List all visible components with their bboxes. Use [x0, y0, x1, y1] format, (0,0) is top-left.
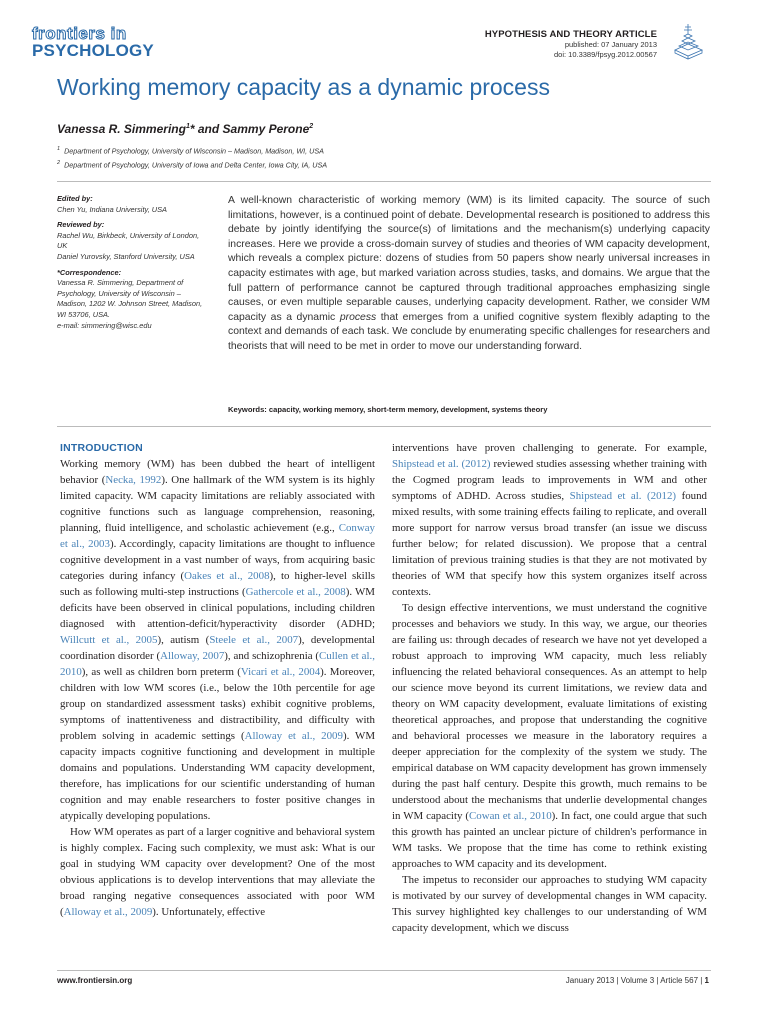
doi[interactable]: doi: 10.3389/fpsyg.2012.00567: [553, 50, 657, 59]
citation-link[interactable]: Willcutt et al., 2005: [60, 634, 158, 646]
paragraph: How WM operates as part of a larger cognitive and behavioral system is highly complex. Facing such complexity, we must ask: What is our goal in studying WM capacity over development? One of the most obvious applications is to develop interventions that may alleviate the broad ranging negative consequences associated with poor WM (Alloway et al., 2009). Unfortunately, effective: [60, 826, 375, 918]
reviewer-2: Daniel Yurovsky, Stanford University, USA: [57, 251, 195, 261]
abstract: [228, 194, 710, 355]
abstract-part1: A well-known characteristic of working memory (WM) is its limited capacity. The source of such limitations, however, is a continued point of debate. Developmental research is positioned to address this debate by jointly identifying the source(s) of limitations and the mechanism(s) underlying capacity increases. Here we provide a cross-domain survey of studies and theories of WM capacity development, which reveals a complex picture: dozens of studies from 50 papers show nearly universal increases in capacity estimates with age, but marked variation across studies, tasks, and domains. We argue that the full pattern of performance cannot be captured through traditional approaches emphasizing single causes, or even multiple separable causes, underlying capacity development. Rather, we consider WM capacity as a dynamic: [228, 195, 710, 323]
logo-line1: frontiers in: [32, 24, 127, 43]
logo-line2: PSYCHOLOGY: [32, 41, 154, 60]
paragraph: The impetus to reconsider our approaches to studying WM capacity is motivated by our survey of developmental changes in WM capacity. This survey highlighted key challenges to our understanding of WM capacity development, which we discuss: [392, 874, 707, 934]
edited-by-label: Edited by:: [57, 194, 93, 203]
sidebar-info: [57, 194, 207, 336]
citation-link[interactable]: Alloway et al., 2009: [244, 730, 343, 742]
edited-by-text: Chen Yu, Indiana University, USA: [57, 204, 167, 214]
published-date: published: 07 January 2013: [564, 40, 657, 49]
reviewed-by-block: [57, 220, 207, 262]
divider: [57, 181, 711, 182]
author-2[interactable]: Sammy Perone: [222, 122, 310, 136]
citation-link[interactable]: Shipstead et al. (2012): [569, 490, 677, 502]
affiliation-1-sup: 1: [57, 146, 61, 152]
affiliation-2-sup: 2: [57, 160, 61, 167]
article-title: Working memory capacity as a dynamic process: [57, 74, 550, 100]
footer-issue-info: January 2013 | Volume 3 | Article 567 |: [565, 976, 705, 985]
citation-link[interactable]: Conway et al., 2003: [60, 522, 375, 550]
correspondence-block: [57, 268, 207, 332]
paragraph: interventions have proven challenging to generate. For example, Shipstead et al. (2012) reviewed studies assessing whether training with the Cogmed program leads to improvements in WM and other symptoms of ADHD. Across studies, Shipstead et al. (2012) found mixed results, with some training effects failing to replicate, and overall more support for narrow versus broad transfer (an issue we discuss further below; for related discussion). We propose that a central limitation of previous training studies is that they are not motivated by theories of WM that specify how this system organizes itself across contexts.: [392, 442, 707, 598]
body-column-left: [60, 440, 375, 920]
section-heading-introduction: INTRODUCTION: [60, 442, 143, 454]
abstract-part2: that emerges from a unified cognitive system flexibly adapting to the context and demands of each task. We conclude by enumerating specific challenges for researchers and theorists that will need to be met in order to move our understanding forward.: [228, 311, 711, 352]
abstract-emphasis: process: [339, 311, 377, 323]
divider: [57, 426, 711, 427]
paragraph: Working memory (WM) has been dubbed the heart of intelligent behavior (Necka, 1992). One hallmark of the WM system is its highly limited capacity. WM capacity limitations are reliably associated with cognitive functions such as language comprehension, reasoning, planning, fluid intelligence, and scholastic achievement (e.g., Conway et al., 2003). Accordingly, capacity limitations are thought to influence cognitive development in a vast number of ways, from acquiring basic categories during infancy (Oakes et al., 2008), to higher-level skills such as following multi-step instructions (Gathercole et al., 2008). WM deficits have been observed in clinical populations, including children diagnosed with attention-deficit/hyperactivity disorder (ADHD; Willcutt et al., 2005), autism (Steele et al., 2007), developmental coordination disorder (Alloway, 2007), and schizophrenia (Cullen et al., 2010), as well as children born preterm (Vicari et al., 2004). Moreover, children with low WM scores (i.e., below the 10th percentile for age group on standardized assessment tasks) exhibit cognitive problems, symptoms of inattentiveness and distractibility, and difficulty with problem solving in academic settings (Alloway et al., 2009). WM capacity impacts cognitive functioning and development in multiple domains and populations. Understanding WM capacity development, therefore, has implications for our scientific understanding of human cognition and may enable researchers to foster positive changes in atypically developing populations.: [60, 458, 376, 822]
body-column-right: [392, 440, 707, 936]
citation-link[interactable]: Cowan et al., 2010: [469, 810, 552, 822]
correspondence-email[interactable]: e-mail: simmering@wisc.edu: [57, 320, 152, 330]
paragraph: To design effective interventions, we must understand the cognitive processes and behaviors we study. In this way, we argue, our theories are failing us: through decades of research we have not yet developed a robust approach to improving WM capacity, much less reliably influencing the related behavioral consequences. As an attempt to help our science move beyond its current limitations, we review data and theory on WM capacity development, evaluate limitations of existing theoretical approaches, and propose that understanding the cognitive and behavioral processes we measure in the laboratory requires a deeper appreciation for the complexity of the system we study. The empirical database on WM capacity development has grown immensely during the past half century. Despite this growth, much remains to be understood about the mechanisms that underlie developmental changes in WM capacity (Cowan et al., 2010). In fact, one could argue that such this growth has painted an unclear picture of children's performance in WM tasks. We propose that the time has come to rethink existing approaches to WM capacity and its development.: [392, 602, 707, 870]
affiliations: [57, 143, 327, 172]
affiliation-1: [57, 143, 327, 157]
author-list: [57, 122, 313, 136]
citation-link[interactable]: Steele et al., 2007: [209, 634, 299, 646]
footer-info: [566, 976, 709, 985]
journal-logo[interactable]: [32, 26, 154, 60]
reviewed-by-label: Reviewed by:: [57, 220, 105, 230]
correspondence-label: *Correspondence:: [57, 267, 122, 277]
article-type: HYPOTHESIS AND THEORY ARTICLE: [484, 29, 657, 40]
correspondence-text: Vanessa R. Simmering, Department of Psychology, University of Wisconsin – Madison, 1202 W. Johnson Street, Madison, WI 53706, USA.: [57, 278, 203, 319]
author-1-affil: 1: [185, 123, 190, 130]
footer-url[interactable]: www.frontiersin.org: [57, 976, 133, 985]
citation-link[interactable]: Oakes et al., 2008: [184, 570, 270, 582]
article-meta: [485, 29, 657, 60]
page-number: 1: [704, 976, 709, 985]
corresponding-mark: *: [189, 122, 195, 136]
affiliation-1-text: Department of Psychology, University of Wisconsin – Madison, Madison, WI, USA: [64, 146, 324, 156]
keywords: Keywords: capacity, working memory, short-term memory, development, systems theory: [228, 405, 548, 414]
citation-link[interactable]: Cullen et al., 2010: [60, 650, 375, 678]
article-type-icon: [671, 22, 705, 60]
citation-link[interactable]: Vicari et al., 2004: [240, 666, 321, 678]
citation-link[interactable]: Shipstead et al. (2012): [392, 458, 491, 470]
author-2-affil: 2: [309, 123, 314, 130]
reviewer-1: Rachel Wu, Birkbeck, University of London, UK: [57, 230, 200, 251]
citation-link[interactable]: Alloway, 2007: [160, 650, 225, 662]
authors-and: and: [194, 122, 223, 136]
citation-link[interactable]: Gathercole et al., 2008: [245, 586, 346, 598]
divider: [57, 970, 711, 971]
edited-by-block: [57, 194, 207, 215]
affiliation-2: [57, 157, 327, 171]
author-1[interactable]: Vanessa R. Simmering: [57, 122, 186, 136]
affiliation-2-text: Department of Psychology, University of Iowa and Delta Center, Iowa City, IA, USA: [64, 160, 328, 170]
citation-link[interactable]: Necka, 1992: [105, 474, 162, 486]
citation-link[interactable]: Alloway et al., 2009: [63, 906, 153, 918]
